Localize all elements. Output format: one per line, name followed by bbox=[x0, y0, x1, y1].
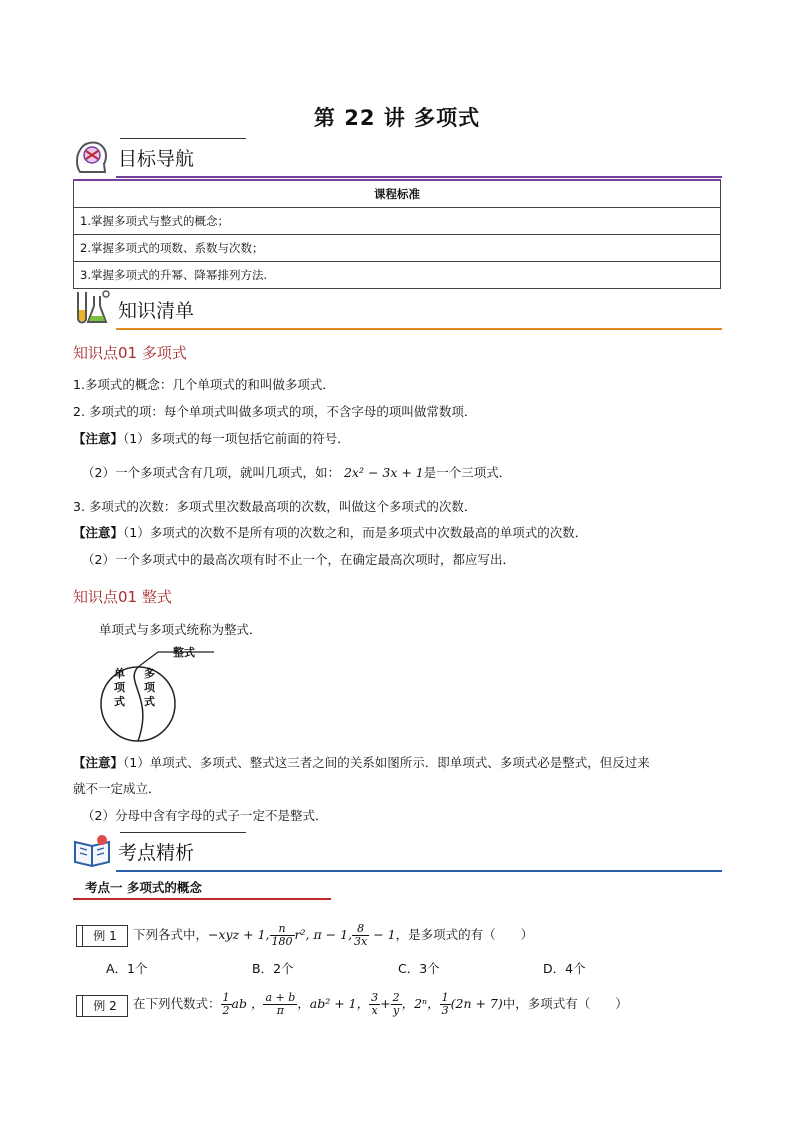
ex2-expr-3: ，2ⁿ， bbox=[401, 996, 440, 1011]
ex1-text-a: 下列各式中， bbox=[133, 927, 209, 942]
ex1-option-d: D．4个 bbox=[543, 961, 586, 976]
ex2-expr-2: ，ab² + 1， bbox=[297, 996, 370, 1011]
open-book-icon bbox=[72, 830, 112, 870]
kp1-p2: 2. 多项式的项：每个单项式叫做多项式的项，不含字母的项叫做常数项． bbox=[73, 404, 477, 419]
kp1-p4-line bbox=[82, 464, 511, 482]
ex1-frac-2: $\frac{8}{3x}$ bbox=[354, 922, 368, 948]
kp1-p3-line bbox=[73, 430, 350, 448]
kp2-p3: 就不一定成立． bbox=[73, 781, 161, 796]
diagram-label-polynomial: 多项式 bbox=[144, 667, 155, 708]
goal-row-1: 1.掌握多项式与整式的概念； bbox=[74, 208, 721, 235]
example-1-box bbox=[76, 925, 128, 947]
ex2-frac-3: $\frac{3}{x}$ bbox=[371, 991, 379, 1017]
note-label: 【注意】 bbox=[73, 431, 124, 446]
ex2-frac-4: $\frac{2}{y}$ bbox=[392, 991, 400, 1017]
kaodian-1-title: 考点一 多项式的概念 bbox=[73, 878, 331, 900]
kp1-p6-line bbox=[73, 524, 587, 542]
ex1-option-a: A．1个 bbox=[106, 961, 148, 976]
ex1-expr-1: −xyz + 1, bbox=[208, 927, 270, 942]
ex1-option-b: B．2个 bbox=[252, 961, 294, 976]
example-1-label: 例 1 bbox=[82, 926, 127, 946]
ex1-expr-3: − 1 bbox=[369, 927, 396, 942]
ex2-frac-1: $\frac{1}{2}$ bbox=[222, 991, 230, 1017]
ex2-expr-1: ab ， bbox=[231, 996, 264, 1011]
ex2-expr-4: (2n + 7) bbox=[450, 996, 503, 1011]
note-label-3: 【注意】 bbox=[73, 755, 124, 770]
section-goal-title: 目标导航 bbox=[118, 148, 195, 170]
ex2-plus: + bbox=[380, 996, 391, 1011]
diagram-label-zhengshi: 整式 bbox=[173, 646, 195, 659]
kp1-title: 知识点01 多项式 bbox=[73, 344, 187, 362]
ex1-option-c: C．3个 bbox=[398, 961, 440, 976]
ex2-text-b: 中，多项式有（ ） bbox=[502, 996, 628, 1011]
brain-head-icon bbox=[72, 136, 112, 176]
kp1-p1: 1.多项式的概念：几个单项式的和叫做多项式． bbox=[73, 377, 335, 392]
kp1-p7: （2）一个多项式中的最高次项有时不止一个，在确定最高次项时，都应写出． bbox=[82, 552, 515, 567]
ex2-text-a: 在下列代数式： bbox=[133, 996, 221, 1011]
ex1-frac-1: $\frac{n}{180}$ bbox=[271, 922, 293, 948]
goal-table bbox=[73, 179, 721, 289]
goal-row-3: 3.掌握多项式的升幂、降幂排列方法. bbox=[74, 262, 721, 289]
ex1-text-b: ，是多项式的有（ ） bbox=[395, 927, 534, 942]
section-knowledge-title: 知识清单 bbox=[118, 300, 195, 322]
example-2-box bbox=[76, 995, 128, 1017]
kp2-p4: （2）分母中含有字母的式子一定不是整式． bbox=[82, 808, 328, 823]
diagram-label-monomial: 单项式 bbox=[114, 667, 125, 708]
kp1-p4a: （2）一个多项式含有几项，就叫几项式，如： bbox=[82, 465, 340, 480]
kp1-p5: 3. 多项式的次数：多项式里次数最高项的次数，叫做这个多项式的次数． bbox=[73, 499, 477, 514]
kp1-p3: （1）多项式的每一项包括它前面的符号． bbox=[123, 431, 350, 446]
note-label-2: 【注意】 bbox=[73, 525, 124, 540]
kp2-p2: （1）单项式、多项式、整式这三者之间的关系如图所示．即单项式、多项式必是整式，但反过来 bbox=[123, 755, 650, 770]
example-1-question bbox=[133, 922, 533, 948]
ex2-frac-2: $\frac{a + b}{\pi}$ bbox=[265, 991, 296, 1017]
section-goal-header bbox=[72, 138, 722, 178]
example-2-question bbox=[133, 990, 628, 1018]
kp2-p1: 单项式与多项式统称为整式． bbox=[99, 622, 262, 637]
ex1-expr-2: r², π − 1, bbox=[294, 927, 353, 942]
ex2-frac-5: $\frac{1}{3}$ bbox=[441, 991, 449, 1017]
goal-table-header: 课程标准 bbox=[74, 180, 721, 208]
kp2-title: 知识点01 整式 bbox=[73, 588, 172, 606]
kp2-p2-line bbox=[73, 754, 650, 772]
section-exam-title: 考点精析 bbox=[118, 842, 195, 864]
kp1-p4b: 是一个三项式． bbox=[423, 465, 512, 480]
goal-row-2: 2.掌握多项式的项数、系数与次数； bbox=[74, 235, 721, 262]
example-2-label: 例 2 bbox=[82, 996, 127, 1016]
kp1-p6: （1）多项式的次数不是所有项的次数之和，而是多项式中次数最高的单项式的次数． bbox=[123, 525, 588, 540]
section-exam-header bbox=[72, 832, 722, 872]
example-expression: 2x² − 3x + 1 bbox=[343, 465, 424, 480]
section-knowledge-header bbox=[72, 290, 722, 330]
page-title: 第 22 讲 多项式 bbox=[313, 106, 481, 130]
flask-icon bbox=[72, 288, 112, 328]
